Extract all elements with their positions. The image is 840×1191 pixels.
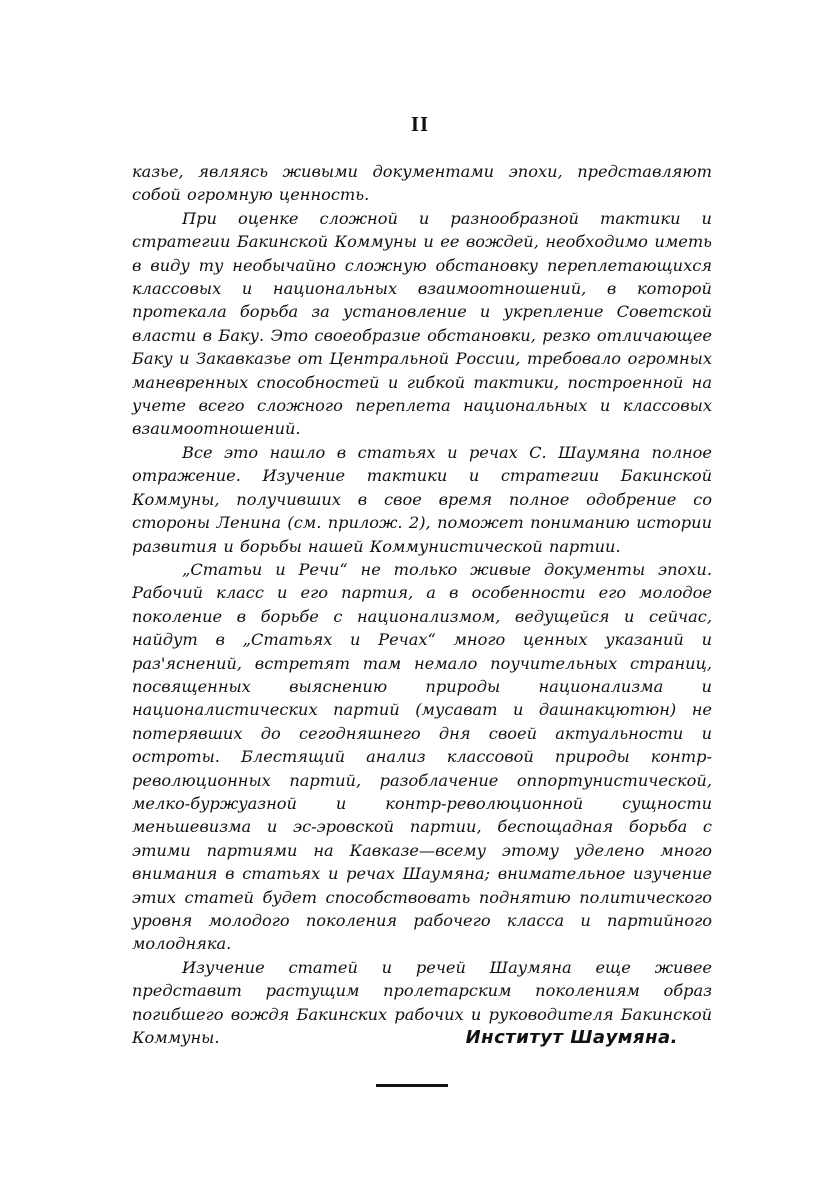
paragraph-articles-speeches: „Статьи и Речи“ не только живые документы эпохи. Рабочий класс и его партия, а в особенности его молодое поколение в борьбе с национализмом, ведущейся и сейчас, найдут в „Статьях и Речах“ много ценных указаний и раз'яснений, встретят там немало поучительных страниц, посвященных выяснению природы национализма и националистических партий (мусават и дашнакцютюн) не потерявших до сегодняшнего дня своей актуальности и остроты. Блестящий анализ классовой природы контр-революционных партий, разоблачение оппортунистической, мелко-буржуазной и контр-революционной сущности меньшевизма и эс-эровской партии, беспощадная борьба с этими партиями на Кавказе—всему этому уделено много внимания в статьях и речах Шаумяна; внимательное изучение этих статей будет способствовать поднятию политического уровня молодого поколения рабочего класса и партийного молодняка. [132,559,712,954]
body-text [132,160,712,1049]
page-number: II [410,112,430,136]
paragraph-tactics: При оценке сложной и разнообразной тактики и стратегии Бакинской Коммуны и ее вождей, необходимо иметь в виду ту необычайно сложную обстановку переплетающихся классовых и национальных взаимоотношений, в которой протекала борьба за установление и укрепление Советской власти в Баку. Это своеобразие обстановки, резко отличающее Баку и Закавказье от Центральной России, требовало огромных маневренных способностей и гибкой тактики, построенной на учете всего сложного переплета национальных и классовых взаимоотношений. [132,208,712,439]
closing-rule [376,1084,448,1087]
paragraph-reflection: Все это нашло в статьях и речах С. Шаумяна полное отражение. Изучение тактики и стратегии Бакинской Коммуны, получивших в свое время полное одобрение со стороны Ленина (см. прилож. 2), поможет пониманию истории развития и борьбы нашей Коммунистической партии. [132,442,712,556]
paragraph-conclusion: Изучение статей и речей Шаумяна еще живее представит растущим пролетарским поколениям образ погибшего вождя Бакинских рабочих и руководителя Бакинской Коммуны. [132,957,712,1048]
signature: Институт Шаумяна. [465,1027,678,1048]
paragraph-continuation: казье, являясь живыми документами эпохи, представляют собой огромную ценность. [132,162,712,205]
